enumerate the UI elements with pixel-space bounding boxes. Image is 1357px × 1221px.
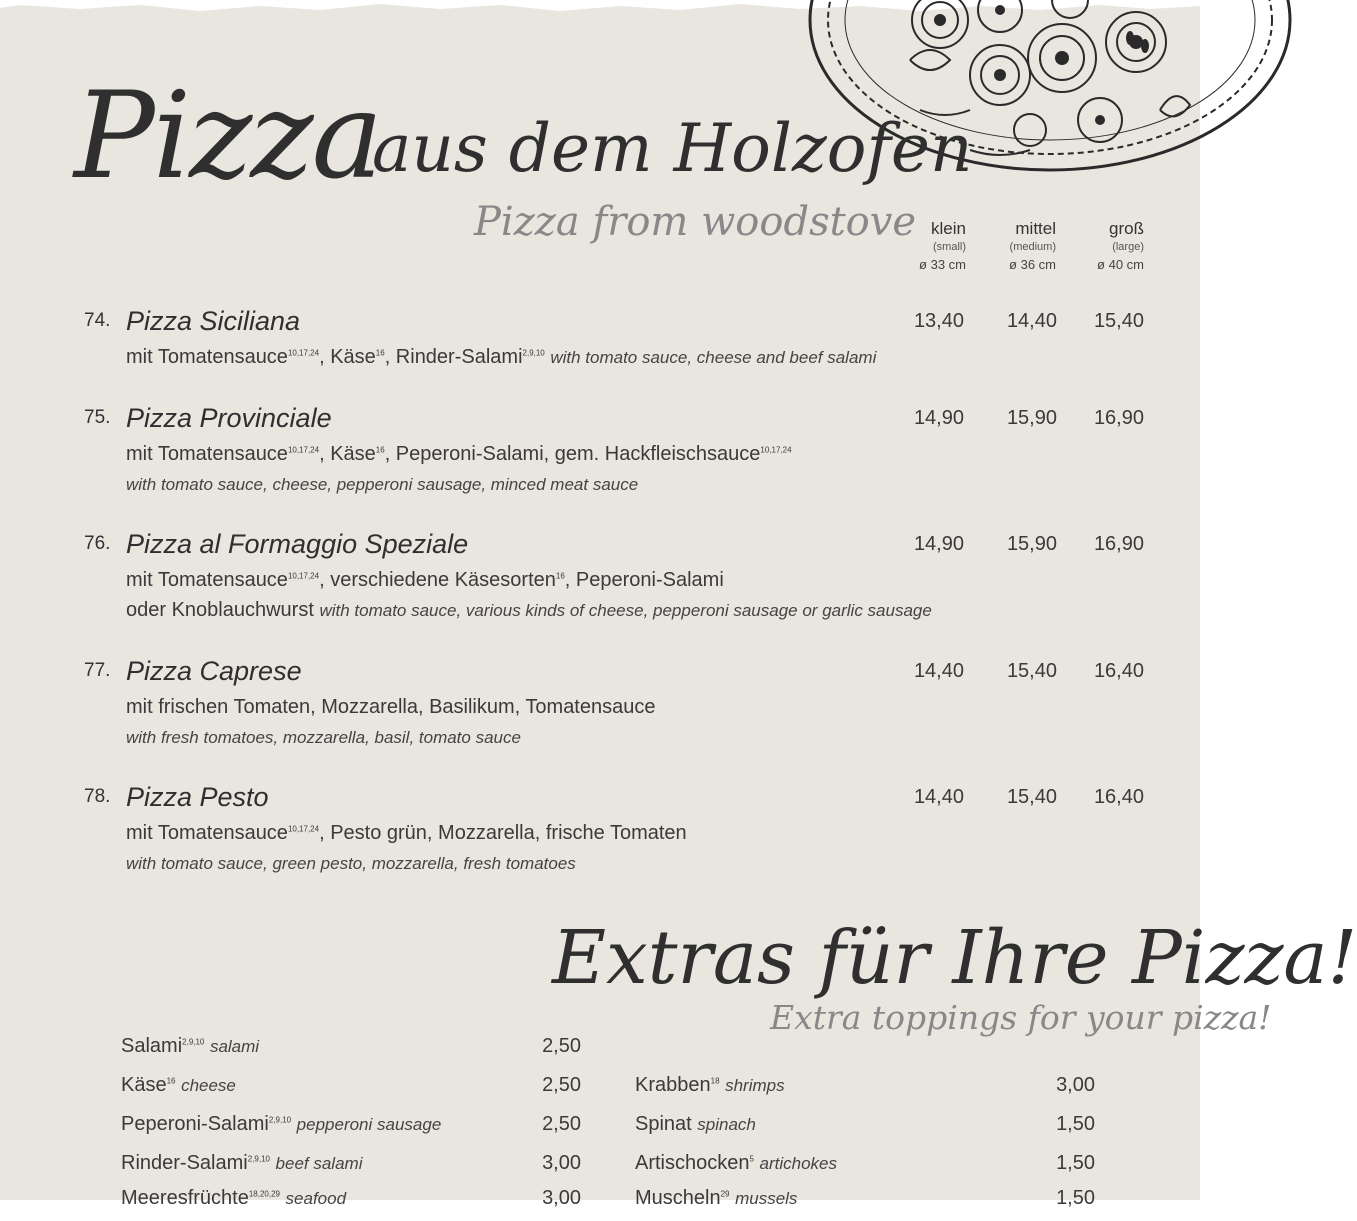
page-subtitle: Pizza from woodstove xyxy=(474,199,917,245)
item-number: 78. xyxy=(84,786,111,807)
extra-price: 3,00 xyxy=(542,1187,581,1209)
desc-text: , Käse xyxy=(319,346,376,368)
item-description xyxy=(126,346,876,369)
price-large: 16,90 xyxy=(1093,407,1144,429)
item-description-2 xyxy=(126,599,932,622)
desc-english: with tomato sauce, various kinds of cheese, pepperoni sausage or garlic sausage xyxy=(319,601,932,620)
extra-price: 3,00 xyxy=(542,1152,581,1174)
extra-name: Rinder-Salami xyxy=(121,1152,248,1174)
extra-name: Krabben xyxy=(635,1074,711,1096)
price-small: 14,90 xyxy=(913,407,964,429)
item-description xyxy=(126,443,792,466)
extra-spinach xyxy=(635,1113,1095,1147)
allergen-code: 29 xyxy=(720,1189,730,1199)
extra-shrimps xyxy=(635,1074,1095,1108)
item-name: Pizza Pesto xyxy=(126,782,269,812)
allergen-code: 10,17,24 xyxy=(287,571,320,581)
extra-artichokes xyxy=(635,1152,1095,1186)
desc-text: , Rinder-Salami xyxy=(384,346,523,368)
page-title-rest: aus dem Holzofen xyxy=(372,110,973,187)
allergen-code: 18,20,29 xyxy=(248,1189,280,1199)
price-small: 13,40 xyxy=(913,310,964,332)
size-english: (small) xyxy=(933,241,966,253)
extra-english: spinach xyxy=(697,1115,756,1134)
extra-price: 2,50 xyxy=(542,1113,581,1135)
extra-name: Spinat xyxy=(635,1113,692,1135)
extra-mussels xyxy=(635,1187,1095,1221)
allergen-code: 16 xyxy=(375,445,385,455)
extras-title: Extras für Ihre Pizza! xyxy=(552,915,1357,1001)
extra-english: pepperoni sausage xyxy=(296,1115,442,1134)
size-english: (large) xyxy=(1112,241,1144,253)
price-medium: 15,40 xyxy=(1006,786,1057,808)
extra-english: beef salami xyxy=(275,1154,363,1173)
allergen-code: 2,9,10 xyxy=(247,1154,270,1164)
desc-text: mit frischen Tomaten, Mozzarella, Basilikum, Tomatensauce xyxy=(126,696,656,718)
extra-english: seafood xyxy=(285,1189,347,1208)
extra-english: salami xyxy=(209,1037,260,1056)
extra-price: 2,50 xyxy=(542,1074,581,1096)
extra-seafood xyxy=(121,1187,581,1221)
extra-name: Artischocken xyxy=(635,1152,750,1174)
desc-english: with fresh tomatoes, mozzarella, basil, tomato sauce xyxy=(126,728,521,747)
extra-english: mussels xyxy=(735,1189,798,1208)
item-number: 74. xyxy=(84,310,111,331)
desc-text: oder Knoblauchwurst xyxy=(126,599,314,621)
allergen-code: 16 xyxy=(375,348,385,358)
allergen-code: 10,17,24 xyxy=(287,348,320,358)
extra-price: 1,50 xyxy=(1056,1187,1095,1209)
size-name: mittel xyxy=(1015,219,1056,238)
item-number: 76. xyxy=(84,533,111,554)
desc-english: with tomato sauce, cheese and beef salami xyxy=(550,348,877,367)
extra-english: artichokes xyxy=(759,1154,837,1173)
price-small: 14,40 xyxy=(913,786,964,808)
desc-english: with tomato sauce, green pesto, mozzarella, fresh tomatoes xyxy=(126,854,576,873)
size-column-large xyxy=(1054,218,1144,276)
desc-text: , Peperoni-Salami xyxy=(564,569,724,591)
extra-name: Meeresfrüchte xyxy=(121,1187,249,1209)
size-column-small xyxy=(876,218,966,276)
extra-name: Peperoni-Salami xyxy=(121,1113,269,1135)
allergen-code: 10,17,24 xyxy=(287,445,320,455)
item-description xyxy=(126,569,724,592)
extra-price: 1,50 xyxy=(1056,1152,1095,1174)
item-name: Pizza Caprese xyxy=(126,656,302,686)
size-diameter: ø 40 cm xyxy=(1097,257,1144,272)
item-description xyxy=(126,822,687,845)
extra-name: Muscheln xyxy=(635,1187,721,1209)
allergen-code: 10,17,24 xyxy=(287,824,320,834)
item-name: Pizza Provinciale xyxy=(126,403,332,433)
desc-text: , verschiedene Käsesorten xyxy=(319,569,556,591)
desc-text: , Pesto grün, Mozzarella, frische Tomaten xyxy=(319,822,687,844)
size-diameter: ø 36 cm xyxy=(1009,257,1056,272)
price-large: 15,40 xyxy=(1093,310,1144,332)
extra-english: shrimps xyxy=(725,1076,785,1095)
size-english: (medium) xyxy=(1009,241,1056,253)
desc-text: , Käse xyxy=(319,443,376,465)
desc-text: mit Tomatensauce xyxy=(126,822,288,844)
allergen-code: 16 xyxy=(555,571,565,581)
allergen-code: 5 xyxy=(749,1154,754,1164)
allergen-code: 2,9,10 xyxy=(182,1037,205,1047)
desc-text: mit Tomatensauce xyxy=(126,346,288,368)
extra-price: 1,50 xyxy=(1056,1113,1095,1135)
extra-salami xyxy=(121,1035,581,1069)
price-large: 16,90 xyxy=(1093,533,1144,555)
extra-english: cheese xyxy=(181,1076,236,1095)
extra-price: 3,00 xyxy=(1056,1074,1095,1096)
price-medium: 15,90 xyxy=(1006,407,1057,429)
price-small: 14,90 xyxy=(913,533,964,555)
price-medium: 15,40 xyxy=(1006,660,1057,682)
price-large: 16,40 xyxy=(1093,786,1144,808)
allergen-code: 2,9,10 xyxy=(522,348,545,358)
item-name: Pizza al Formaggio Speziale xyxy=(126,529,469,559)
page-title: Pizza xyxy=(74,67,382,206)
item-name: Pizza Siciliana xyxy=(126,306,301,336)
size-column-medium xyxy=(966,218,1056,276)
price-large: 16,40 xyxy=(1093,660,1144,682)
price-small: 14,40 xyxy=(913,660,964,682)
price-medium: 15,90 xyxy=(1006,533,1057,555)
extra-name: Käse xyxy=(121,1074,167,1096)
extra-name: Salami xyxy=(121,1035,183,1057)
size-name: groß xyxy=(1109,219,1144,238)
extras-subtitle: Extra toppings for your pizza! xyxy=(770,998,1272,1037)
desc-text: mit Tomatensauce xyxy=(126,443,288,465)
item-description xyxy=(126,696,655,719)
desc-text: mit Tomatensauce xyxy=(126,569,288,591)
desc-text: , Peperoni-Salami, gem. Hackfleischsauce xyxy=(384,443,761,465)
extra-pepperoni xyxy=(121,1113,581,1147)
size-name: klein xyxy=(931,219,966,238)
size-diameter: ø 33 cm xyxy=(919,257,966,272)
extra-beef-salami xyxy=(121,1152,581,1186)
desc-english: with tomato sauce, cheese, pepperoni sausage, minced meat sauce xyxy=(126,475,639,494)
allergen-code: 10,17,24 xyxy=(760,445,792,455)
allergen-code: 2,9,10 xyxy=(268,1115,292,1125)
price-medium: 14,40 xyxy=(1006,310,1057,332)
extra-cheese xyxy=(121,1074,581,1108)
extra-price: 2,50 xyxy=(542,1035,581,1057)
item-number: 77. xyxy=(84,660,111,681)
allergen-code: 18 xyxy=(710,1076,720,1086)
allergen-code: 16 xyxy=(166,1076,176,1086)
item-number: 75. xyxy=(84,407,111,428)
